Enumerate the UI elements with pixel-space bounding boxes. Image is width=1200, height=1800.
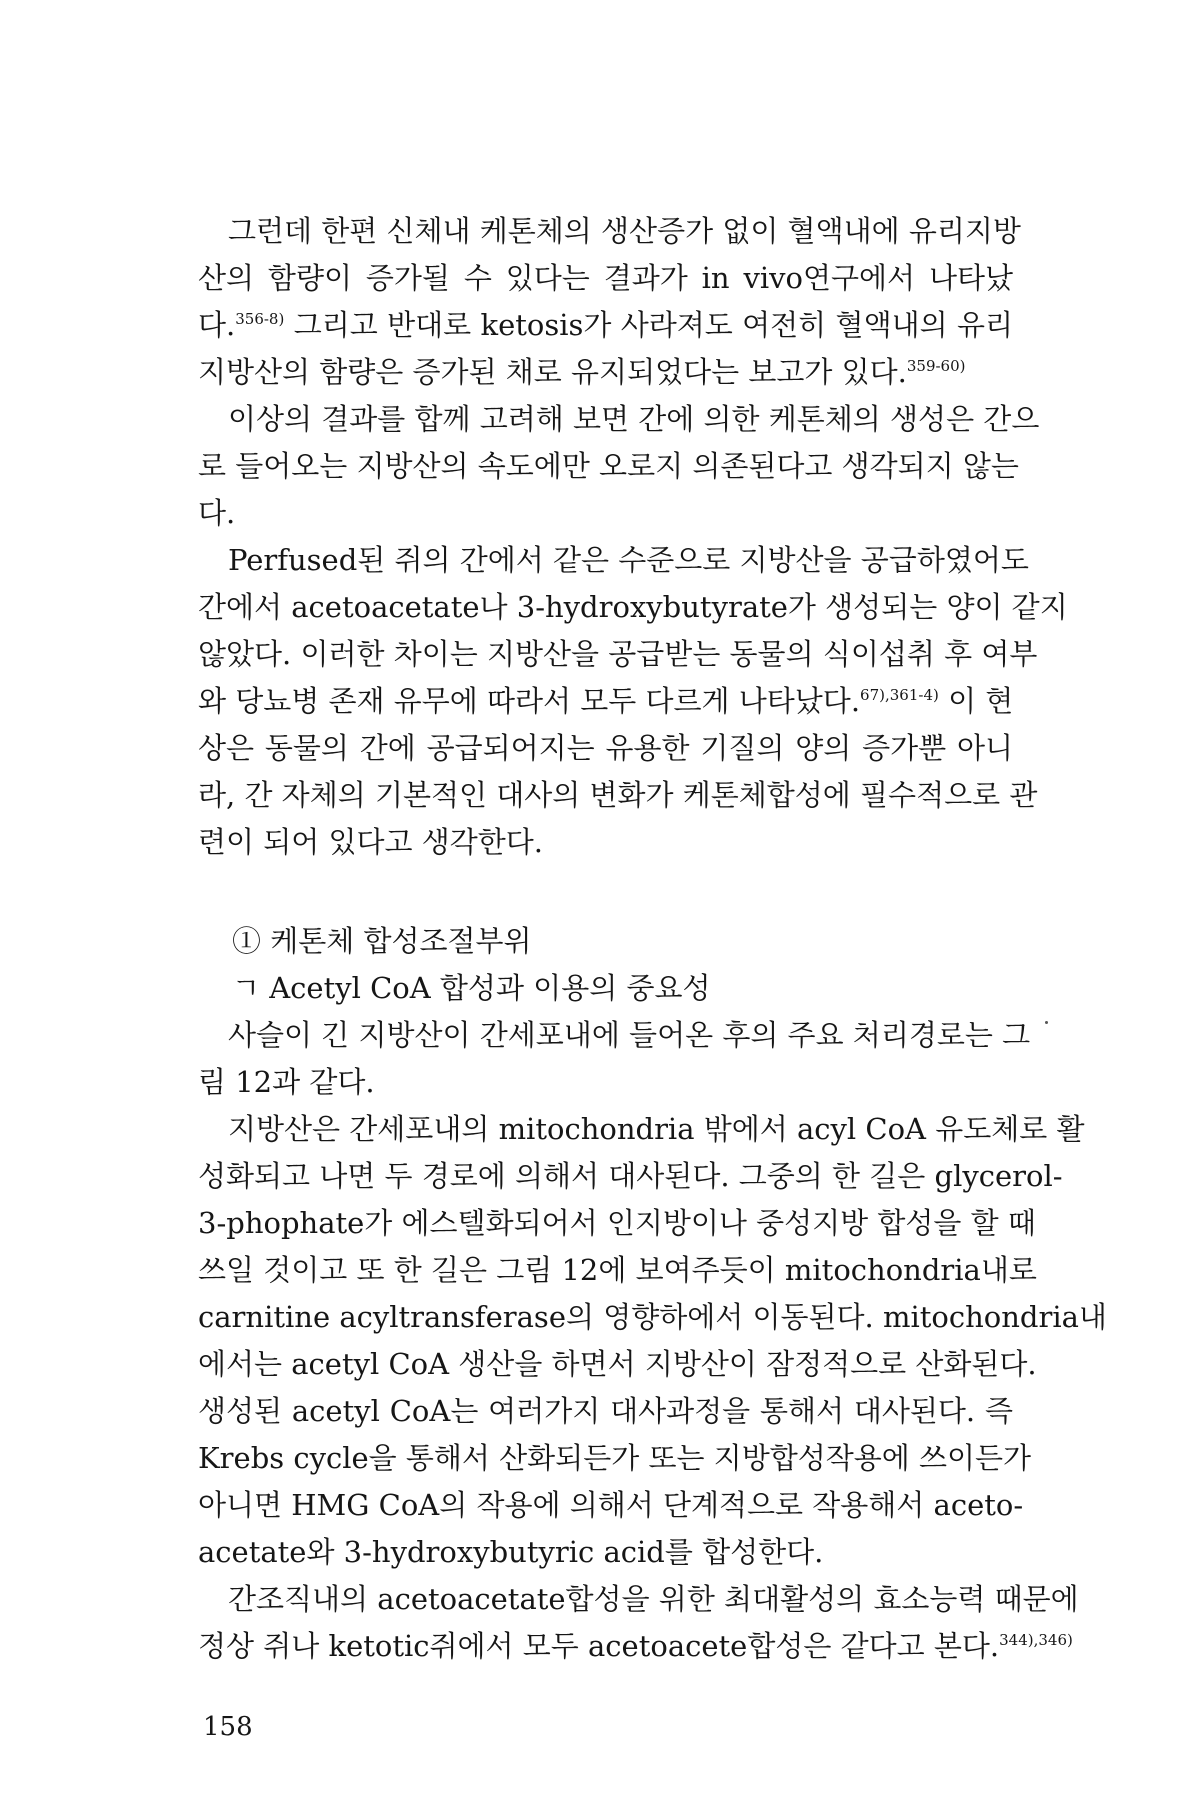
citation-ref: 67),361-4): [860, 686, 939, 704]
scan-speck: [1045, 1021, 1048, 1024]
section-gap: [198, 866, 1013, 918]
page-number: 158: [203, 1712, 253, 1742]
text-line: 생성된 acetyl CoA는 여러가지 대사과정을 통해서 대사된다. 즉: [198, 1394, 1013, 1428]
text-line: Perfused된 쥐의 간에서 같은 수준으로 지방산을 공급하였어도: [228, 543, 1029, 577]
text-line: carnitine acyltransferase의 영향하에서 이동된다. mitochondria내: [198, 1300, 1107, 1334]
text-line: 아니면 HMG CoA의 작용에 의해서 단계적으로 작용해서 aceto-: [198, 1488, 1024, 1522]
text-line: 그런데 한편 신체내 케톤체의 생산증가 없이 혈액내에 유리지방: [228, 214, 1021, 248]
text-line: 다.$^{356-8)}$ 그리고 반대로 ketosis가 사라져도 여전히 혈액내의 유리: [198, 308, 1013, 342]
citation-ref: 344),346): [999, 1631, 1073, 1649]
text-line: 다.: [198, 496, 236, 530]
text-line: 정상 쥐나 ketotic쥐에서 모두 acetoacete합성은 같다고 본다.$^{344),346)}$: [198, 1629, 1073, 1663]
text-line: Krebs cycle을 통해서 산화되든가 또는 지방합성작용에 쓰이든가: [198, 1441, 1032, 1475]
text-line: 라, 간 자체의 기본적인 대사의 변화가 케톤체합성에 필수적으로 관: [198, 778, 1038, 812]
citation-ref: 356-8): [235, 310, 285, 328]
text-line: 지방산은 간세포내의 mitochondria 밖에서 acyl CoA 유도체로 활: [228, 1112, 1085, 1146]
section-heading: ① 케톤체 합성조절부위: [232, 924, 532, 958]
text-line: 성화되고 나면 두 경로에 의해서 대사된다. 그중의 한 길은 glycerol-: [198, 1159, 1063, 1193]
text-line: 사슬이 긴 지방산이 간세포내에 들어온 후의 주요 처리경로는 그: [228, 1018, 1031, 1052]
text-line: 간조직내의 acetoacetate합성을 위한 최대활성의 효소능력 때문에: [228, 1582, 1079, 1616]
text-line: 림 12과 같다.: [198, 1065, 375, 1099]
text-line: 지방산의 함량은 증가된 채로 유지되었다는 보고가 있다.$^{359-60)}$: [198, 355, 966, 389]
text-line: 간에서 acetoacetate나 3-hydroxybutyrate가 생성되는 양이 같지: [198, 590, 1068, 624]
text-line: 3-phophate가 에스텔화되어서 인지방이나 중성지방 합성을 할 때: [198, 1206, 1036, 1240]
text-line: 상은 동물의 간에 공급되어지는 유용한 기질의 양의 증가뿐 아니: [198, 731, 1013, 765]
text-line: 에서는 acetyl CoA 생산을 하면서 지방산이 잠정적으로 산화된다.: [198, 1347, 1037, 1381]
text-line: 련이 되어 있다고 생각한다.: [198, 825, 544, 859]
text-line: 이상의 결과를 합께 고려해 보면 간에 의한 케톤체의 생성은 간으: [228, 402, 1040, 436]
subsection-heading: ㄱ Acetyl CoA 합성과 이용의 중요성: [232, 971, 711, 1005]
text-line: 로 들어오는 지방산의 속도에만 오로지 의존된다고 생각되지 않는: [198, 449, 1019, 483]
body-text: [198, 208, 1107, 1670]
text-line: 산의 함량이 증가될 수 있다는 결과가 in vivo연구에서 나타났: [198, 261, 1013, 295]
text-line: 쓰일 것이고 또 한 길은 그림 12에 보여주듯이 mitochondria내로: [198, 1253, 1037, 1287]
citation-ref: 359-60): [906, 357, 966, 375]
text-line: acetate와 3-hydroxybutyric acid를 합성한다.: [198, 1535, 824, 1569]
text-line: 않았다. 이러한 차이는 지방산을 공급받는 동물의 식이섭취 후 여부: [198, 637, 1038, 671]
text-line: 와 당뇨병 존재 유무에 따라서 모두 다르게 나타났다.$^{67),361-4)}$ 이 현: [198, 684, 1014, 718]
